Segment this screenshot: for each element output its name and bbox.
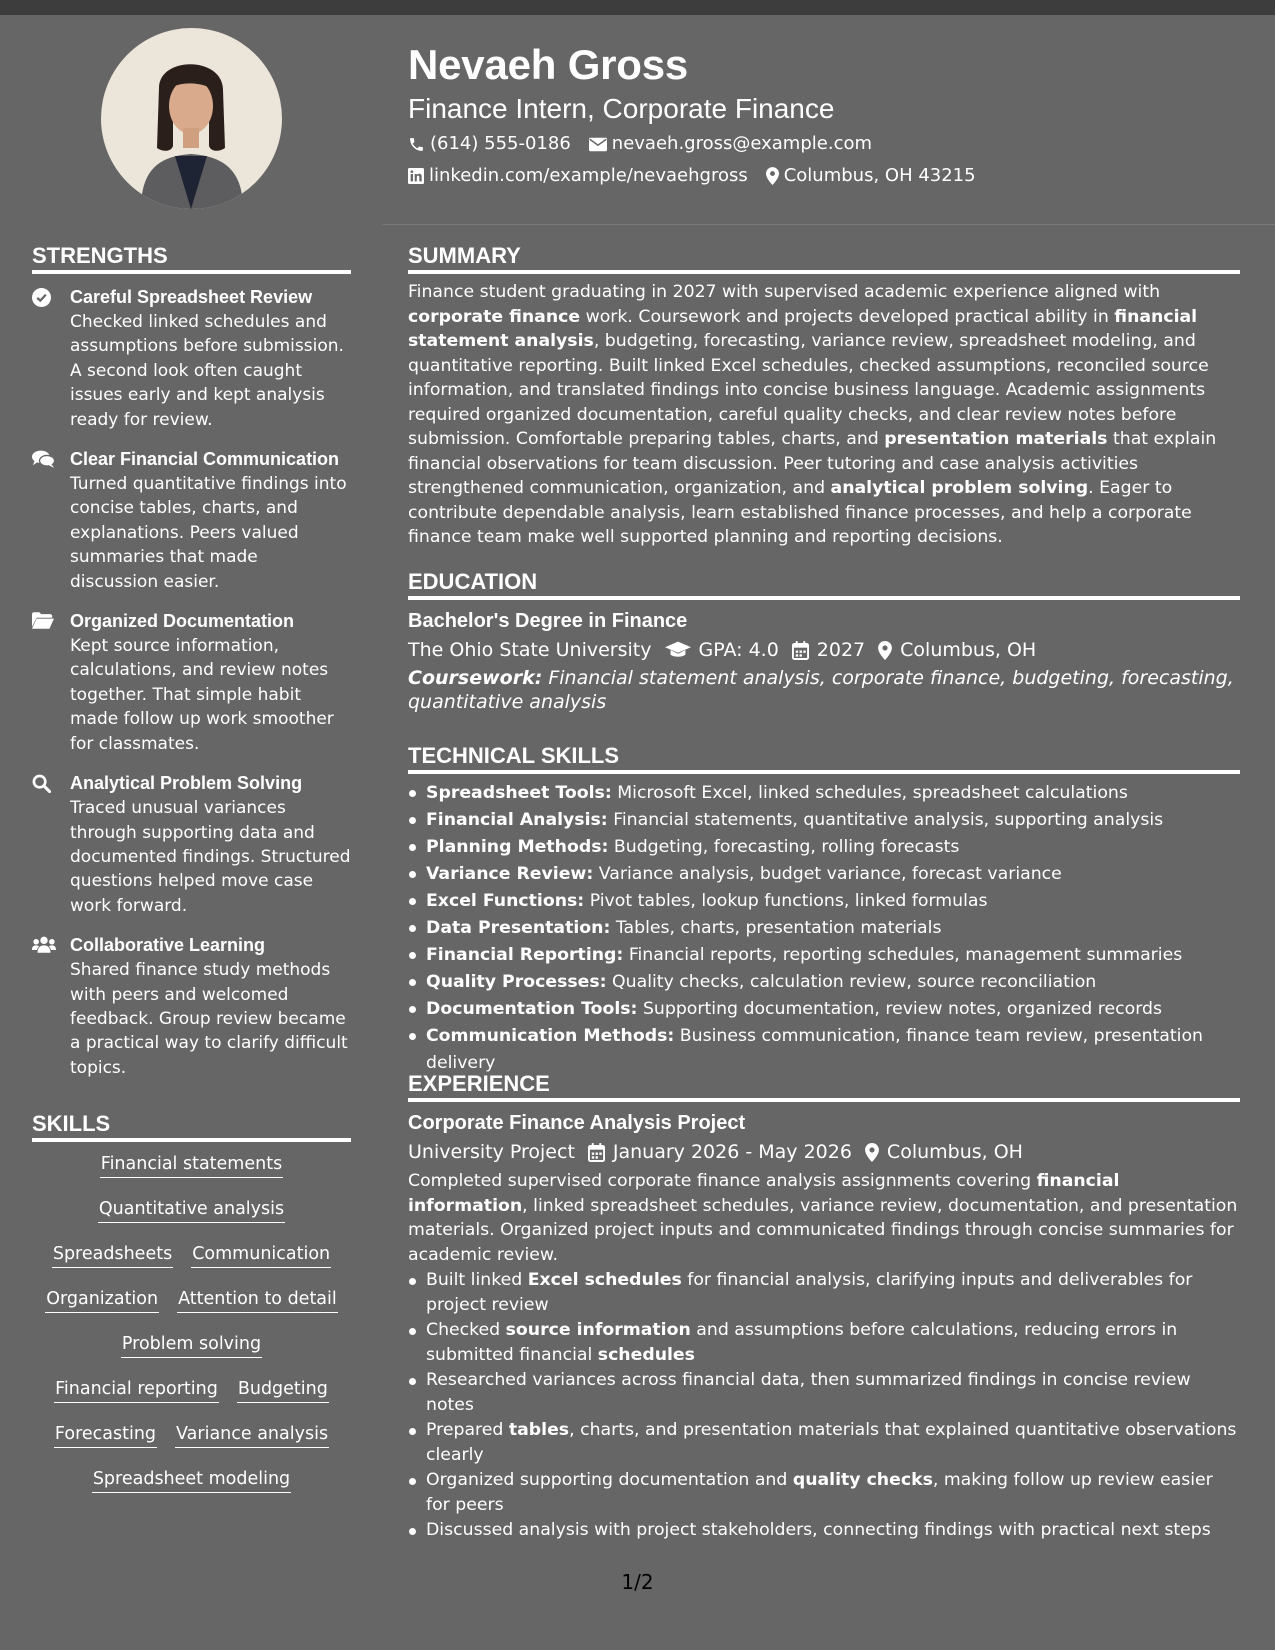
list-item: Variance Review: Variance analysis, budget variance, forecast variance	[408, 861, 1240, 888]
skill-chip: Forecasting	[54, 1422, 157, 1448]
skills-chips	[32, 1152, 351, 1512]
list-item: Checked source information and assumptions before calculations, reducing errors in submitted financial schedules	[408, 1318, 1240, 1367]
folder-open-icon	[32, 612, 54, 629]
experience-meta	[408, 1137, 1240, 1167]
linkedin-contact[interactable]	[408, 160, 748, 192]
page-number: 1/2	[621, 1570, 654, 1594]
graduation-cap-icon	[665, 641, 691, 659]
experience-heading: EXPERIENCE	[408, 1070, 1240, 1102]
list-item: Communication Methods: Business communication, finance team review, presentation delivery	[408, 1023, 1240, 1077]
envelope-icon	[589, 137, 607, 152]
skills-heading: SKILLS	[32, 1110, 351, 1142]
resume-header	[408, 40, 1248, 192]
map-pin-icon	[878, 641, 892, 660]
map-pin-icon	[766, 167, 779, 185]
strength-item	[32, 770, 351, 918]
linkedin-text: linkedin.com/example/nevaehgross	[429, 165, 748, 186]
summary-heading: SUMMARY	[408, 242, 1240, 274]
location-text: Columbus, OH 43215	[783, 165, 976, 186]
strength-item	[32, 932, 351, 1080]
job-dates: January 2026 - May 2026	[612, 1141, 852, 1163]
strength-desc: Kept source information, calculations, and review notes together. That simple habit made follow up work smoother for classmates.	[70, 636, 334, 754]
list-item: Prepared tables, charts, and presentation materials that explained quantitative observations clearly	[408, 1418, 1240, 1467]
list-item: Organized supporting documentation and quality checks, making follow up review easier for peers	[408, 1468, 1240, 1517]
list-item: Financial Reporting: Financial reports, reporting schedules, management summaries	[408, 942, 1240, 969]
list-item: Planning Methods: Budgeting, forecasting, rolling forecasts	[408, 834, 1240, 861]
degree-title: Bachelor's Degree in Finance	[408, 610, 688, 632]
experience-intro: Completed supervised corporate finance analysis assignments covering financial information, linked spreadsheet schedules, variance review, documentation, and presentation materials. Organized project inputs and communicated findings through concise summaries for academic review.	[408, 1171, 1238, 1265]
list-item: Documentation Tools: Supporting documentation, review notes, organized records	[408, 996, 1240, 1023]
strength-item	[32, 608, 351, 756]
skill-chip: Problem solving	[121, 1332, 262, 1358]
phone-contact[interactable]	[408, 128, 571, 160]
linkedin-icon	[408, 168, 424, 184]
map-pin-icon	[865, 1143, 879, 1162]
education-meta	[408, 635, 1240, 665]
strengths-list	[32, 284, 351, 1080]
strength-title: Collaborative Learning	[70, 935, 266, 956]
school-name: The Ohio State University	[408, 639, 652, 661]
list-item: Data Presentation: Tables, charts, presentation materials	[408, 915, 1240, 942]
job-location: Columbus, OH	[886, 1141, 1023, 1163]
skill-chip: Quantitative analysis	[98, 1197, 285, 1223]
header-divider	[383, 224, 1275, 225]
skill-chip: Attention to detail	[177, 1287, 338, 1313]
calendar-icon	[588, 1143, 605, 1162]
check-circle-icon	[32, 288, 51, 307]
comments-icon	[32, 450, 55, 468]
skill-chip: Spreadsheet modeling	[92, 1467, 291, 1493]
list-item: Discussed analysis with project stakeholders, connecting findings with practical next steps	[408, 1518, 1240, 1543]
list-item: Quality Processes: Quality checks, calculation review, source reconciliation	[408, 969, 1240, 996]
strengths-heading: STRENGTHS	[32, 242, 351, 274]
strength-title: Analytical Problem Solving	[70, 773, 303, 794]
school-location: Columbus, OH	[900, 639, 1037, 661]
profile-photo	[101, 28, 282, 209]
location-contact	[766, 160, 976, 192]
skill-chip: Organization	[45, 1287, 159, 1313]
job-title: Corporate Finance Analysis Project	[408, 1112, 746, 1134]
experience-section	[408, 1070, 1240, 1544]
gpa-text: GPA: 4.0	[698, 639, 779, 661]
candidate-name: Nevaeh Gross	[408, 41, 689, 88]
list-item: Financial Analysis: Financial statements, quantitative analysis, supporting analysis	[408, 807, 1240, 834]
skills-section	[32, 1110, 351, 1512]
summary-section	[408, 242, 1240, 550]
skill-chip: Financial reporting	[54, 1377, 219, 1403]
strength-item	[32, 284, 351, 432]
users-icon	[32, 936, 56, 953]
strength-desc: Turned quantitative findings into concise tables, charts, and explanations. Peers valued summaries that made discussion easier.	[70, 474, 347, 592]
phone-text: (614) 555-0186	[430, 133, 571, 154]
technical-skills-list	[408, 780, 1240, 1077]
list-item: Researched variances across financial data, then summarized findings in concise review notes	[408, 1368, 1240, 1417]
skill-chip: Communication	[191, 1242, 331, 1268]
technical-skills-heading: TECHNICAL SKILLS	[408, 742, 1240, 774]
strength-desc: Shared finance study methods with peers and welcomed feedback. Group review became a practical way to clarify difficult topics.	[70, 960, 348, 1078]
skill-chip: Budgeting	[237, 1377, 329, 1403]
strength-title: Organized Documentation	[70, 611, 295, 632]
strength-item	[32, 446, 351, 594]
phone-icon	[408, 136, 425, 153]
experience-bullets	[408, 1268, 1240, 1543]
email-text: nevaeh.gross@example.com	[611, 133, 873, 154]
education-section	[408, 568, 1240, 714]
calendar-icon	[792, 641, 809, 660]
skill-chip: Spreadsheets	[52, 1242, 173, 1268]
coursework-text: Coursework: Financial statement analysis, corporate finance, budgeting, forecasting, quantitative analysis	[408, 667, 1234, 713]
skill-chip: Variance analysis	[175, 1422, 329, 1448]
candidate-role: Finance Intern, Corporate Finance	[408, 93, 835, 124]
search-icon	[32, 774, 51, 793]
technical-skills-section	[408, 742, 1240, 1077]
education-heading: EDUCATION	[408, 568, 1240, 600]
list-item: Excel Functions: Pivot tables, lookup functions, linked formulas	[408, 888, 1240, 915]
left-column	[32, 242, 351, 1094]
strength-title: Careful Spreadsheet Review	[70, 287, 313, 307]
skill-chip: Financial statements	[100, 1152, 283, 1178]
top-bar	[0, 0, 1275, 15]
organization: University Project	[408, 1141, 575, 1163]
grad-year: 2027	[816, 639, 866, 661]
strength-desc: Traced unusual variances through supporting data and documented findings. Structured questions helped move case work forward.	[70, 798, 351, 916]
strength-desc: Checked linked schedules and assumptions before submission. A second look often caught issues early and kept analysis ready for review.	[70, 312, 344, 430]
list-item: Spreadsheet Tools: Microsoft Excel, linked schedules, spreadsheet calculations	[408, 780, 1240, 807]
list-item: Built linked Excel schedules for financial analysis, clarifying inputs and deliverables for project review	[408, 1268, 1240, 1317]
summary-text: Finance student graduating in 2027 with supervised academic experience aligned with corporate finance work. Coursework and projects developed practical ability in financial statement analysis, budgeting, forecasting, variance review, spreadsheet modeling, and quantitative reporting. Built linked Excel schedules, checked assumptions, reconciled source information, and translated findings into concise business language. Academic assignments required organized documentation, careful quality checks, and clear review notes before submission. Comfortable preparing tables, charts, and presentation materials that explain financial observations for team discussion. Peer tutoring and case analysis activities strengthened communication, organization, and analytical problem solving. Eager to contribute dependable analysis, learn established finance processes, and help a corporate finance team make well supported planning and reporting decisions.	[408, 282, 1217, 547]
strength-title: Clear Financial Communication	[70, 449, 340, 470]
email-contact[interactable]	[589, 128, 872, 160]
